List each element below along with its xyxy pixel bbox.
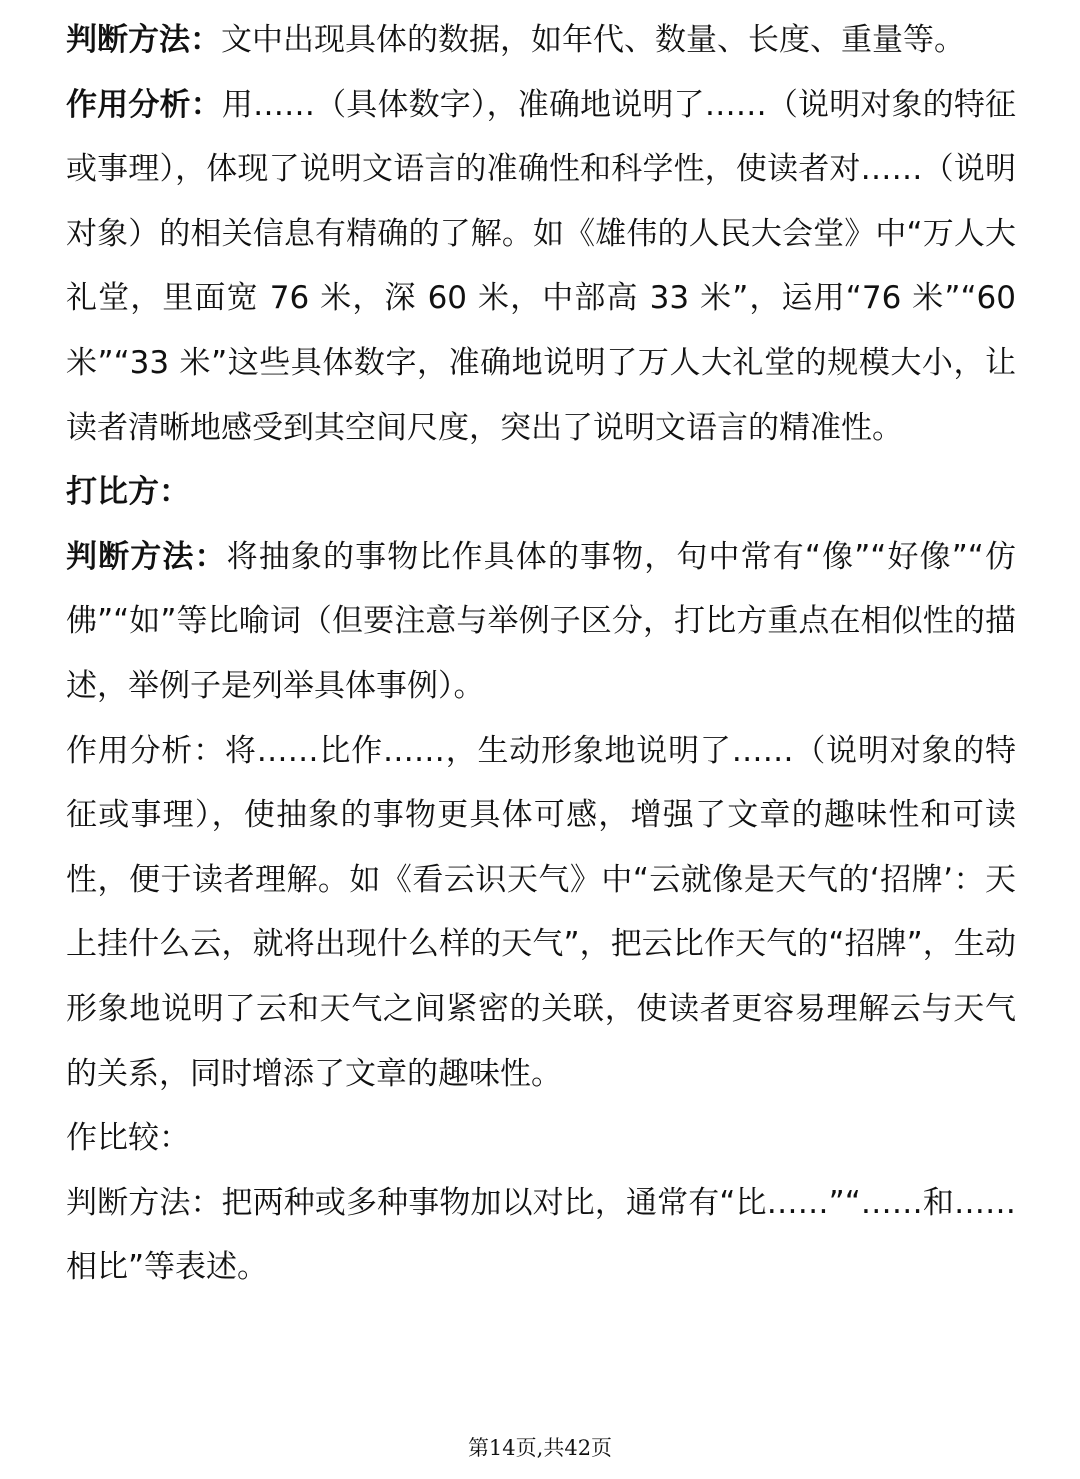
paragraph-analogy-method bbox=[66, 525, 1016, 719]
paragraph-text: 文中出现具体的数据，如年代、数量、长度、重量等。 bbox=[221, 22, 965, 58]
section-heading-comparison bbox=[66, 1106, 1016, 1171]
paragraph-text: 判断方法：把两种或多种事物加以对比，通常有“比……”“……和……相比”等表述。 bbox=[66, 1184, 1016, 1286]
section-heading-analogy bbox=[66, 460, 1016, 525]
paragraph-text: 用……（具体数字），准确地说明了……（说明对象的特征或事理），体现了说明文语言的准确性和科学性，使读者对……（说明对象）的相关信息有精确的了解。如《雄伟的人民大会堂》中“万人大礼堂，里面宽 76 米，深 60 米，中部高 33 米”，运用“76 米”“60 米”“33 米”这些具体数字，准确地说明了万人大礼堂的规模大小，让读者清晰地感受到其空间尺度，突出了说明文语言的精准性。 bbox=[66, 86, 1017, 446]
paragraph-data-method bbox=[66, 8, 1016, 73]
page-number: 第14页,共42页 bbox=[467, 1436, 613, 1460]
section-heading: 打比方： bbox=[66, 474, 190, 511]
paragraph-comparison-method bbox=[66, 1171, 1016, 1300]
paragraph-text: 将抽象的事物比作具体的事物，句中常有“像”“好像”“仿佛”“如”等比喻词（但要注意与举例子区分，打比方重点在相似性的描述，举例子是列举具体事例）。 bbox=[66, 538, 1016, 704]
paragraph-label: 判断方法： bbox=[66, 538, 227, 575]
paragraph-analogy-effect bbox=[66, 719, 1016, 1107]
paragraph-label: 判断方法： bbox=[66, 22, 221, 58]
section-heading: 作比较： bbox=[66, 1120, 190, 1157]
document-body bbox=[66, 8, 1016, 1300]
paragraph-text: 作用分析：将……比作……，生动形象地说明了……（说明对象的特征或事理），使抽象的事物更具体可感，增强了文章的趣味性和可读性，便于读者理解。如《看云识天气》中“云就像是天气的‘招牌’：天上挂什么云，就将出现什么样的天气”，把云比作天气的“招牌”，生动形象地说明了云和天气之间紧密的关联，使读者更容易理解云与天气的关系，同时增添了文章的趣味性。 bbox=[66, 732, 1016, 1092]
paragraph-label: 作用分析： bbox=[66, 86, 222, 123]
paragraph-data-effect bbox=[66, 73, 1016, 461]
